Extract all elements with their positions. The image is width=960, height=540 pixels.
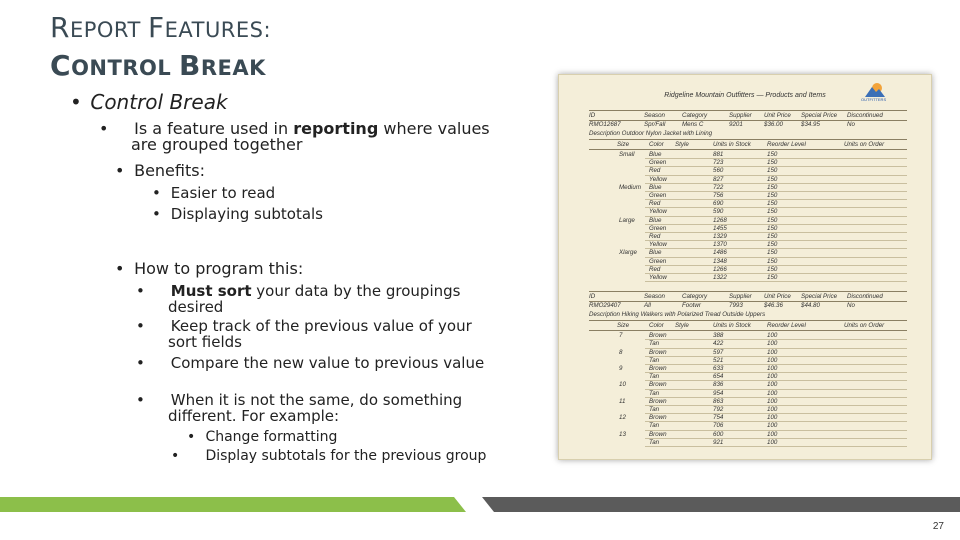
table-cell: 921	[713, 438, 724, 446]
table-cell: 150	[767, 183, 778, 191]
table-cell: 150	[767, 257, 778, 265]
table-cell: Yellow	[649, 241, 667, 249]
table-cell: 12	[619, 414, 626, 422]
table-cell: 100	[767, 340, 778, 348]
table-cell: Tan	[649, 406, 660, 413]
table-cell: 690	[713, 200, 724, 208]
header-cell: Discontinued	[847, 112, 883, 119]
table-cell: 1455	[713, 224, 727, 232]
table-cell: 7	[619, 332, 623, 340]
header-cell: Category	[682, 112, 708, 119]
table-cell: 150	[767, 274, 778, 281]
product-2-subheader-rule	[589, 330, 907, 331]
table-cell: 1268	[713, 216, 727, 224]
table-cell: 1329	[713, 233, 727, 240]
bullet-compare: • Compare the new value to previous value	[136, 354, 485, 372]
product-1-values-row	[589, 121, 907, 130]
subheader-cell: Units in Stock	[713, 141, 751, 148]
value-cell: $34.95	[801, 121, 820, 128]
bullet-is-feature: • Is a feature used in reporting where values are grouped together	[99, 119, 490, 154]
table-cell: Green	[649, 224, 667, 232]
table-cell: Brown	[649, 414, 667, 422]
value-cell: 9201	[729, 121, 743, 128]
bullet-subtotals: • Displaying subtotals	[152, 205, 323, 223]
table-cell: Yellow	[649, 274, 667, 281]
table-cell: Blue	[649, 183, 662, 191]
page-number: 27	[932, 521, 944, 532]
table-cell: 150	[767, 249, 778, 257]
product-2-top-rule	[589, 291, 907, 292]
value-cell: RMO12687	[589, 121, 621, 128]
table-cell: 827	[713, 175, 724, 183]
table-cell: 150	[767, 159, 778, 167]
table-cell: 633	[713, 365, 724, 372]
table-cell: Brown	[649, 365, 667, 372]
table-cell: Yellow	[649, 175, 667, 183]
value-cell: $46.36	[764, 302, 783, 310]
table-cell: Red	[649, 233, 661, 240]
header-cell: Unit Price	[764, 112, 791, 119]
table-cell: 100	[767, 332, 778, 340]
product-1-subheader-rule	[589, 149, 907, 150]
table-cell: 723	[713, 159, 724, 167]
header-cell: Season	[644, 293, 665, 301]
table-cell: 150	[767, 208, 778, 216]
subheader-cell: Units on Order	[844, 141, 885, 148]
value-cell: Footwr	[682, 302, 701, 310]
table-cell: Green	[649, 192, 667, 199]
bullet-display-subtotals: • Display subtotals for the previous group	[171, 448, 487, 464]
table-cell: 1266	[713, 265, 727, 273]
product-2-description: Description Hiking Walkers with Polarized Tread Outside Uppers	[589, 311, 766, 319]
value-cell: 7993	[729, 302, 743, 310]
table-cell: 792	[713, 406, 724, 413]
table-cell: 722	[713, 183, 724, 191]
table-cell: Red	[649, 200, 661, 208]
table-cell: 150	[767, 151, 778, 158]
table-cell: 560	[713, 167, 724, 175]
subheader-cell: Size	[617, 141, 630, 148]
table-cell: Green	[649, 257, 667, 265]
table-cell: 954	[713, 389, 724, 397]
table-cell: 100	[767, 381, 778, 389]
footer-green-bar	[0, 497, 466, 512]
table-cell: 100	[767, 356, 778, 364]
bullet-change-formatting: • Change formatting	[187, 429, 338, 445]
header-cell: ID	[589, 293, 596, 301]
subheader-cell: Color	[649, 322, 664, 330]
row-rule	[645, 281, 907, 282]
product-1-top-rule	[589, 110, 907, 111]
table-cell: Red	[649, 265, 661, 273]
bullet-keep-track: • Keep track of the previous value of your sort fields	[136, 317, 472, 351]
table-cell: 150	[767, 200, 778, 208]
product-1-description: Description Outdoor Nylon Jacket with Lining	[589, 130, 713, 137]
table-cell: 863	[713, 397, 724, 405]
table-cell: 150	[767, 175, 778, 183]
title-line-1: REPORT FEATURES:	[50, 11, 272, 44]
table-cell: Medium	[619, 183, 642, 191]
value-cell: No	[847, 121, 855, 128]
table-cell: 100	[767, 406, 778, 413]
value-cell: Mens C	[682, 121, 704, 128]
table-cell: Small	[619, 151, 635, 158]
logo-text: OUTFITTERS	[861, 97, 887, 102]
table-cell: Yellow	[649, 208, 667, 216]
header-cell: Discontinued	[847, 293, 883, 301]
header-cell: Supplier	[729, 293, 752, 301]
product-2-values-row	[589, 302, 907, 311]
table-cell: 1370	[713, 241, 727, 249]
table-cell: 11	[619, 397, 626, 405]
table-cell: Blue	[649, 151, 662, 158]
table-cell: 100	[767, 397, 778, 405]
table-cell: Tan	[649, 356, 660, 364]
table-cell: 100	[767, 373, 778, 381]
footer-grey-bar	[482, 497, 960, 512]
table-cell: 100	[767, 365, 778, 372]
table-cell: Brown	[649, 381, 667, 389]
table-cell: 1322	[713, 274, 727, 281]
product-2-desc-rule	[589, 320, 907, 321]
table-cell: Tan	[649, 422, 660, 430]
table-cell: 150	[767, 192, 778, 199]
value-cell: No	[847, 302, 855, 310]
subheader-cell: Reorder Level	[767, 141, 806, 148]
table-cell: Tan	[649, 389, 660, 397]
value-cell: $36.00	[764, 121, 783, 128]
bullet-how-to: • How to program this:	[115, 259, 304, 278]
bullet-easier: • Easier to read	[152, 184, 276, 202]
header-cell: Season	[644, 112, 665, 119]
table-cell: 9	[619, 365, 623, 372]
table-cell: 590	[713, 208, 724, 216]
table-cell: 100	[767, 389, 778, 397]
table-cell: 100	[767, 430, 778, 438]
table-cell: 654	[713, 373, 724, 381]
row-rule	[645, 446, 907, 447]
table-cell: Large	[619, 216, 635, 224]
table-cell: Red	[649, 167, 661, 175]
header-cell: Special Price	[801, 293, 838, 301]
table-cell: 388	[713, 332, 724, 340]
subheader-cell: Color	[649, 141, 664, 148]
table-cell: 600	[713, 430, 724, 438]
table-cell: Blue	[649, 249, 662, 257]
table-cell: 150	[767, 265, 778, 273]
header-cell: Unit Price	[764, 293, 791, 301]
table-cell: 10	[619, 381, 626, 389]
subheader-cell: Units in Stock	[713, 322, 751, 330]
table-cell: 13	[619, 430, 626, 438]
table-cell: Brown	[649, 332, 667, 340]
value-cell: $44.80	[801, 302, 820, 310]
bullet-benefits: • Benefits:	[115, 161, 205, 180]
value-cell: RMO29407	[589, 302, 621, 310]
table-cell: 150	[767, 167, 778, 175]
table-cell: 100	[767, 414, 778, 422]
table-cell: 756	[713, 192, 724, 199]
header-cell: Supplier	[729, 112, 752, 119]
report-title: Ridgeline Mountain Outfitters — Products and Items	[664, 92, 826, 99]
table-cell: 150	[767, 216, 778, 224]
table-cell: 150	[767, 224, 778, 232]
table-cell: 754	[713, 414, 724, 422]
header-cell: Category	[682, 293, 708, 301]
table-cell: 150	[767, 241, 778, 249]
bullet-must-sort: • Must sort your data by the groupings desired	[136, 282, 461, 316]
table-cell: 881	[713, 151, 724, 158]
table-cell: 1486	[713, 249, 727, 257]
subheader-cell: Size	[617, 322, 630, 330]
table-cell: Tan	[649, 373, 660, 381]
table-cell: 836	[713, 381, 724, 389]
table-cell: 100	[767, 348, 778, 356]
table-cell: 706	[713, 422, 724, 430]
table-cell: Green	[649, 159, 667, 167]
table-cell: 100	[767, 422, 778, 430]
table-cell: 521	[713, 356, 724, 364]
report-image	[558, 74, 932, 460]
table-cell: Blue	[649, 216, 662, 224]
header-cell: ID	[589, 112, 596, 119]
table-cell: 8	[619, 348, 623, 356]
table-cell: 597	[713, 348, 724, 356]
header-cell: Special Price	[801, 112, 838, 119]
table-cell: Tan	[649, 438, 660, 446]
bullet-when-not-same: • When it is not the same, do something different. For example:	[136, 391, 463, 425]
subheader-cell: Reorder Level	[767, 322, 806, 330]
table-cell: 1348	[713, 257, 727, 265]
subheader-cell: Units on Order	[844, 322, 885, 330]
table-cell: Brown	[649, 348, 667, 356]
title-line-2: CONTROL BREAK	[50, 49, 266, 82]
table-cell: 422	[713, 340, 724, 348]
table-cell: 150	[767, 233, 778, 240]
value-cell: Spr/Fall	[644, 121, 666, 128]
table-cell: Brown	[649, 397, 667, 405]
table-cell: 100	[767, 438, 778, 446]
table-cell: Xlarge	[619, 249, 637, 257]
subheader-cell: Style	[675, 322, 689, 330]
subheader-cell: Style	[675, 141, 689, 148]
value-cell: All	[644, 302, 651, 310]
table-cell: Brown	[649, 430, 667, 438]
product-1-desc-rule	[589, 139, 907, 140]
bullet-control-break: • Control Break	[70, 90, 228, 114]
table-cell: Tan	[649, 340, 660, 348]
